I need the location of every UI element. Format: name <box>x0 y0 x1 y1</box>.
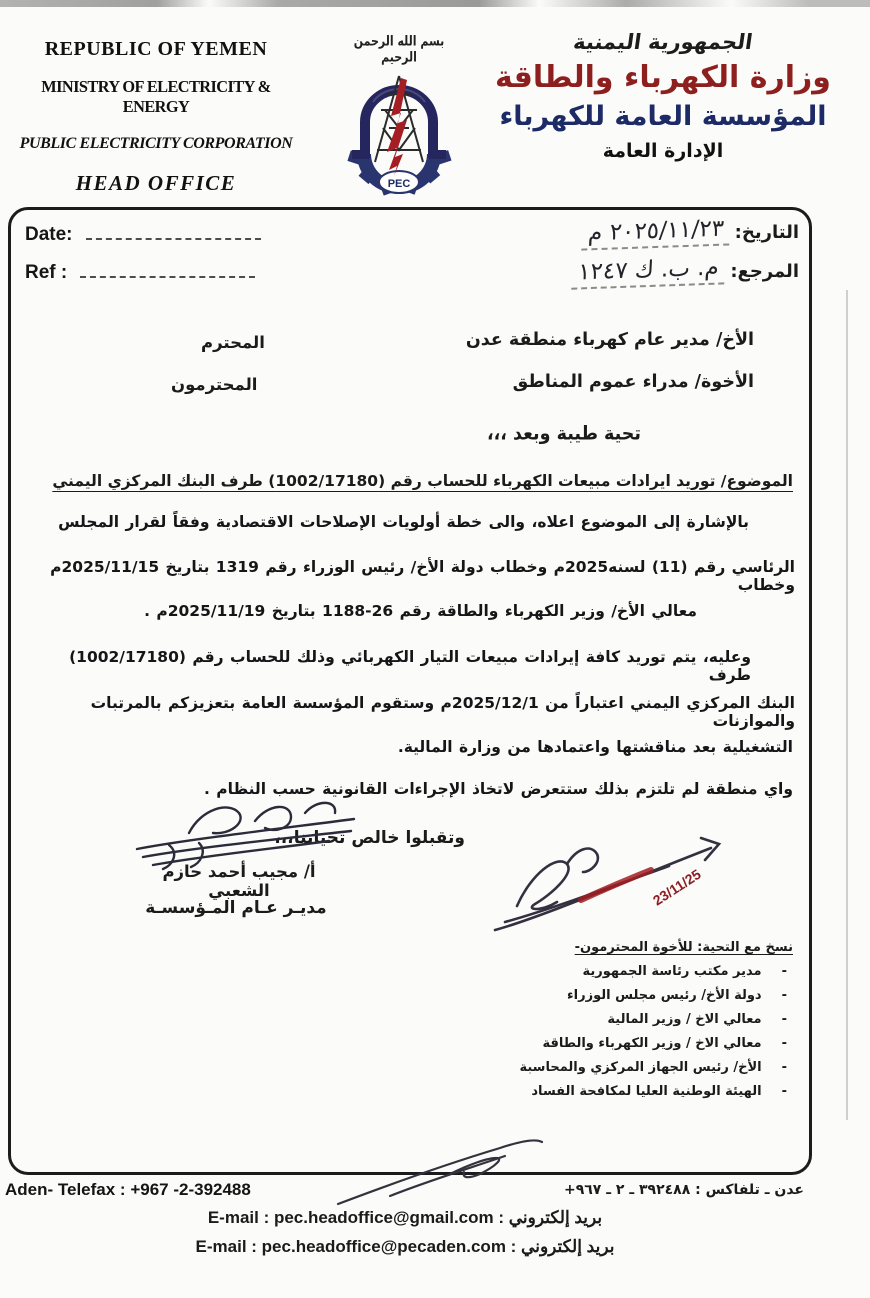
cc-item-1 <box>443 964 793 979</box>
cc-item-text: معالي الاخ / وزير الكهرباء والطاقة <box>542 1036 762 1051</box>
letterhead-office-en: HEAD OFFICE <box>75 171 237 195</box>
footer-email-1: E-mail : pec.headoffice@gmail.com : بريد إلكتروني <box>207 1208 603 1227</box>
recipient-1-honorific: المحترم <box>201 333 265 352</box>
subject-line: الموضوع/ توريد ايرادات مبيعات الكهرباء للحساب رقم (1002/17180) طرف البنك المركزي اليمني <box>52 472 793 490</box>
cc-item-text: دولة الأخ/ رئيس مجلس الوزراء <box>567 988 762 1003</box>
cc-item-2 <box>443 988 793 1003</box>
cc-bullet: - <box>781 1036 787 1051</box>
letterhead-ministry-en: MINISTRY OF ELECTRICITY & ENERGY <box>41 77 271 116</box>
body-warning-line: واي منطقة لم تلتزم بذلك ستتعرض لاتخاذ الإجراءات القانونية حسب النظام . <box>204 780 793 798</box>
recipient-1: الأخ/ مدير عام كهرباء منطقة عدن <box>465 330 754 350</box>
cc-bullet: - <box>781 964 787 979</box>
body-p2-line1: وعليه، يتم توريد كافة إيرادات مبيعات التيار الكهربائي وذلك للحساب رقم (1002/17180) طرف <box>69 648 751 684</box>
cc-item-6 <box>443 1084 793 1099</box>
letterhead-corporation-en: PUBLIC ELECTRICITY CORPORATION <box>19 135 293 152</box>
body-p1-line2: الرئاسي رقم (11) لسنه2025م وخطاب دولة الأخ/ رئيس الوزراء رقم 1319 بتاريخ 2025/11/15م وخطاب <box>50 558 795 594</box>
letterhead-arabic <box>468 30 858 162</box>
cc-item-text: معالي الاخ / وزير المالية <box>607 1012 762 1027</box>
cc-item-4 <box>443 1036 793 1051</box>
date-handwritten-value: ٢٠٢٥/١١/٢٣ م <box>581 215 730 250</box>
approval-signature-ink <box>479 828 734 943</box>
closing-salutation: وتقبلوا خالص تحياتنا،،، <box>274 828 465 848</box>
letterhead-english <box>6 38 306 196</box>
cc-item-5 <box>443 1060 793 1075</box>
letterhead-ministry-ar: وزارة الكهرباء والطاقة <box>495 60 831 95</box>
signature-date-red: 23/11/25 <box>649 865 704 909</box>
date-row-en <box>25 224 261 246</box>
ref-row-en <box>25 262 255 284</box>
letterhead-country-en: REPUBLIC OF YEMEN <box>44 38 268 60</box>
greeting: تحية طيبة وبعد ،،، <box>487 423 641 445</box>
footer-telefax-en: Aden- Telefax : +967 -2-392488 <box>5 1180 251 1199</box>
ref-blank-line <box>80 262 255 278</box>
ref-label-ar: المرجع: <box>730 261 799 282</box>
cc-item-3 <box>443 1012 793 1027</box>
signatory-title: مديـر عـام المـؤسسـة <box>145 898 327 918</box>
ref-label-en: Ref : <box>25 262 68 283</box>
letter-frame <box>8 207 812 1175</box>
letterhead-department-ar: الإدارة العامة <box>602 140 724 162</box>
recipient-2: الأخوة/ مدراء عموم المناطق <box>512 372 754 392</box>
date-label-ar: التاريخ: <box>734 222 799 243</box>
cc-item-text: الأخ/ رئيس الجهاز المركزي والمحاسبة <box>519 1060 762 1075</box>
cc-bullet: - <box>781 1012 787 1027</box>
footer-telefax-ar: عدن ـ تلفاكس : ٣٩٢٤٨٨ ـ ٢ ـ ٩٦٧+ <box>563 1182 804 1198</box>
body-p1-line3: معالي الأخ/ وزير الكهرباء والطاقة رقم 26-1188 بتاريخ 2025/11/19م . <box>144 602 697 620</box>
body-p1-line1: بالإشارة إلى الموضوع اعلاه، والى خطة أولويات الإصلاحات الاقتصادية وفقاً لقرار المجلس <box>58 513 749 531</box>
cc-item-text: الهيئة الوطنية العليا لمكافحة الفساد <box>531 1084 762 1099</box>
letterhead-country-ar: الجمهورية اليمنية <box>571 30 755 54</box>
body-p2-line2: البنك المركزي اليمني اعتباراً من 2025/12/1م وستقوم المؤسسة العامة بتعزيزكم بالمرتبات والموازنات <box>90 694 795 730</box>
ref-handwritten-value: م. ب. ك ١٢٤٧ <box>572 254 726 289</box>
letterhead-corporation-ar: المؤسسة العامة للكهرباء <box>499 101 827 132</box>
pec-logo-icon <box>337 58 461 200</box>
cc-item-text: مدير مكتب رئاسة الجمهورية <box>582 964 762 979</box>
logo-pec-text: PEC <box>387 178 411 190</box>
body-p2-line3: التشغيلية بعد مناقشتها واعتمادها من وزارة المالية. <box>397 738 793 756</box>
signatory-name: أ/ مجيب أحمد حازم الشعبي <box>162 862 316 900</box>
scan-artifact-edge <box>846 290 848 1120</box>
date-label-en: Date: <box>25 224 73 245</box>
bismillah-calligraphy: بسم الله الرحمن الرحيم <box>353 32 445 66</box>
footer-email-2: E-mail : pec.headoffice@pecaden.com : بريد إلكتروني <box>195 1237 615 1256</box>
cc-bullet: - <box>781 1060 787 1075</box>
cc-bullet: - <box>781 988 787 1003</box>
recipient-2-honorific: المحترمون <box>171 375 258 394</box>
pen-mark-bottom <box>330 1118 560 1213</box>
cc-list <box>443 940 793 1099</box>
cc-bullet: - <box>781 1084 787 1099</box>
date-blank-line <box>86 224 261 240</box>
date-row-ar <box>582 215 799 248</box>
scan-artifact-top <box>0 0 870 7</box>
cc-header: نسخ مع التحية: للأخوة المحترمون- <box>574 940 793 955</box>
ref-row-ar <box>572 254 799 287</box>
